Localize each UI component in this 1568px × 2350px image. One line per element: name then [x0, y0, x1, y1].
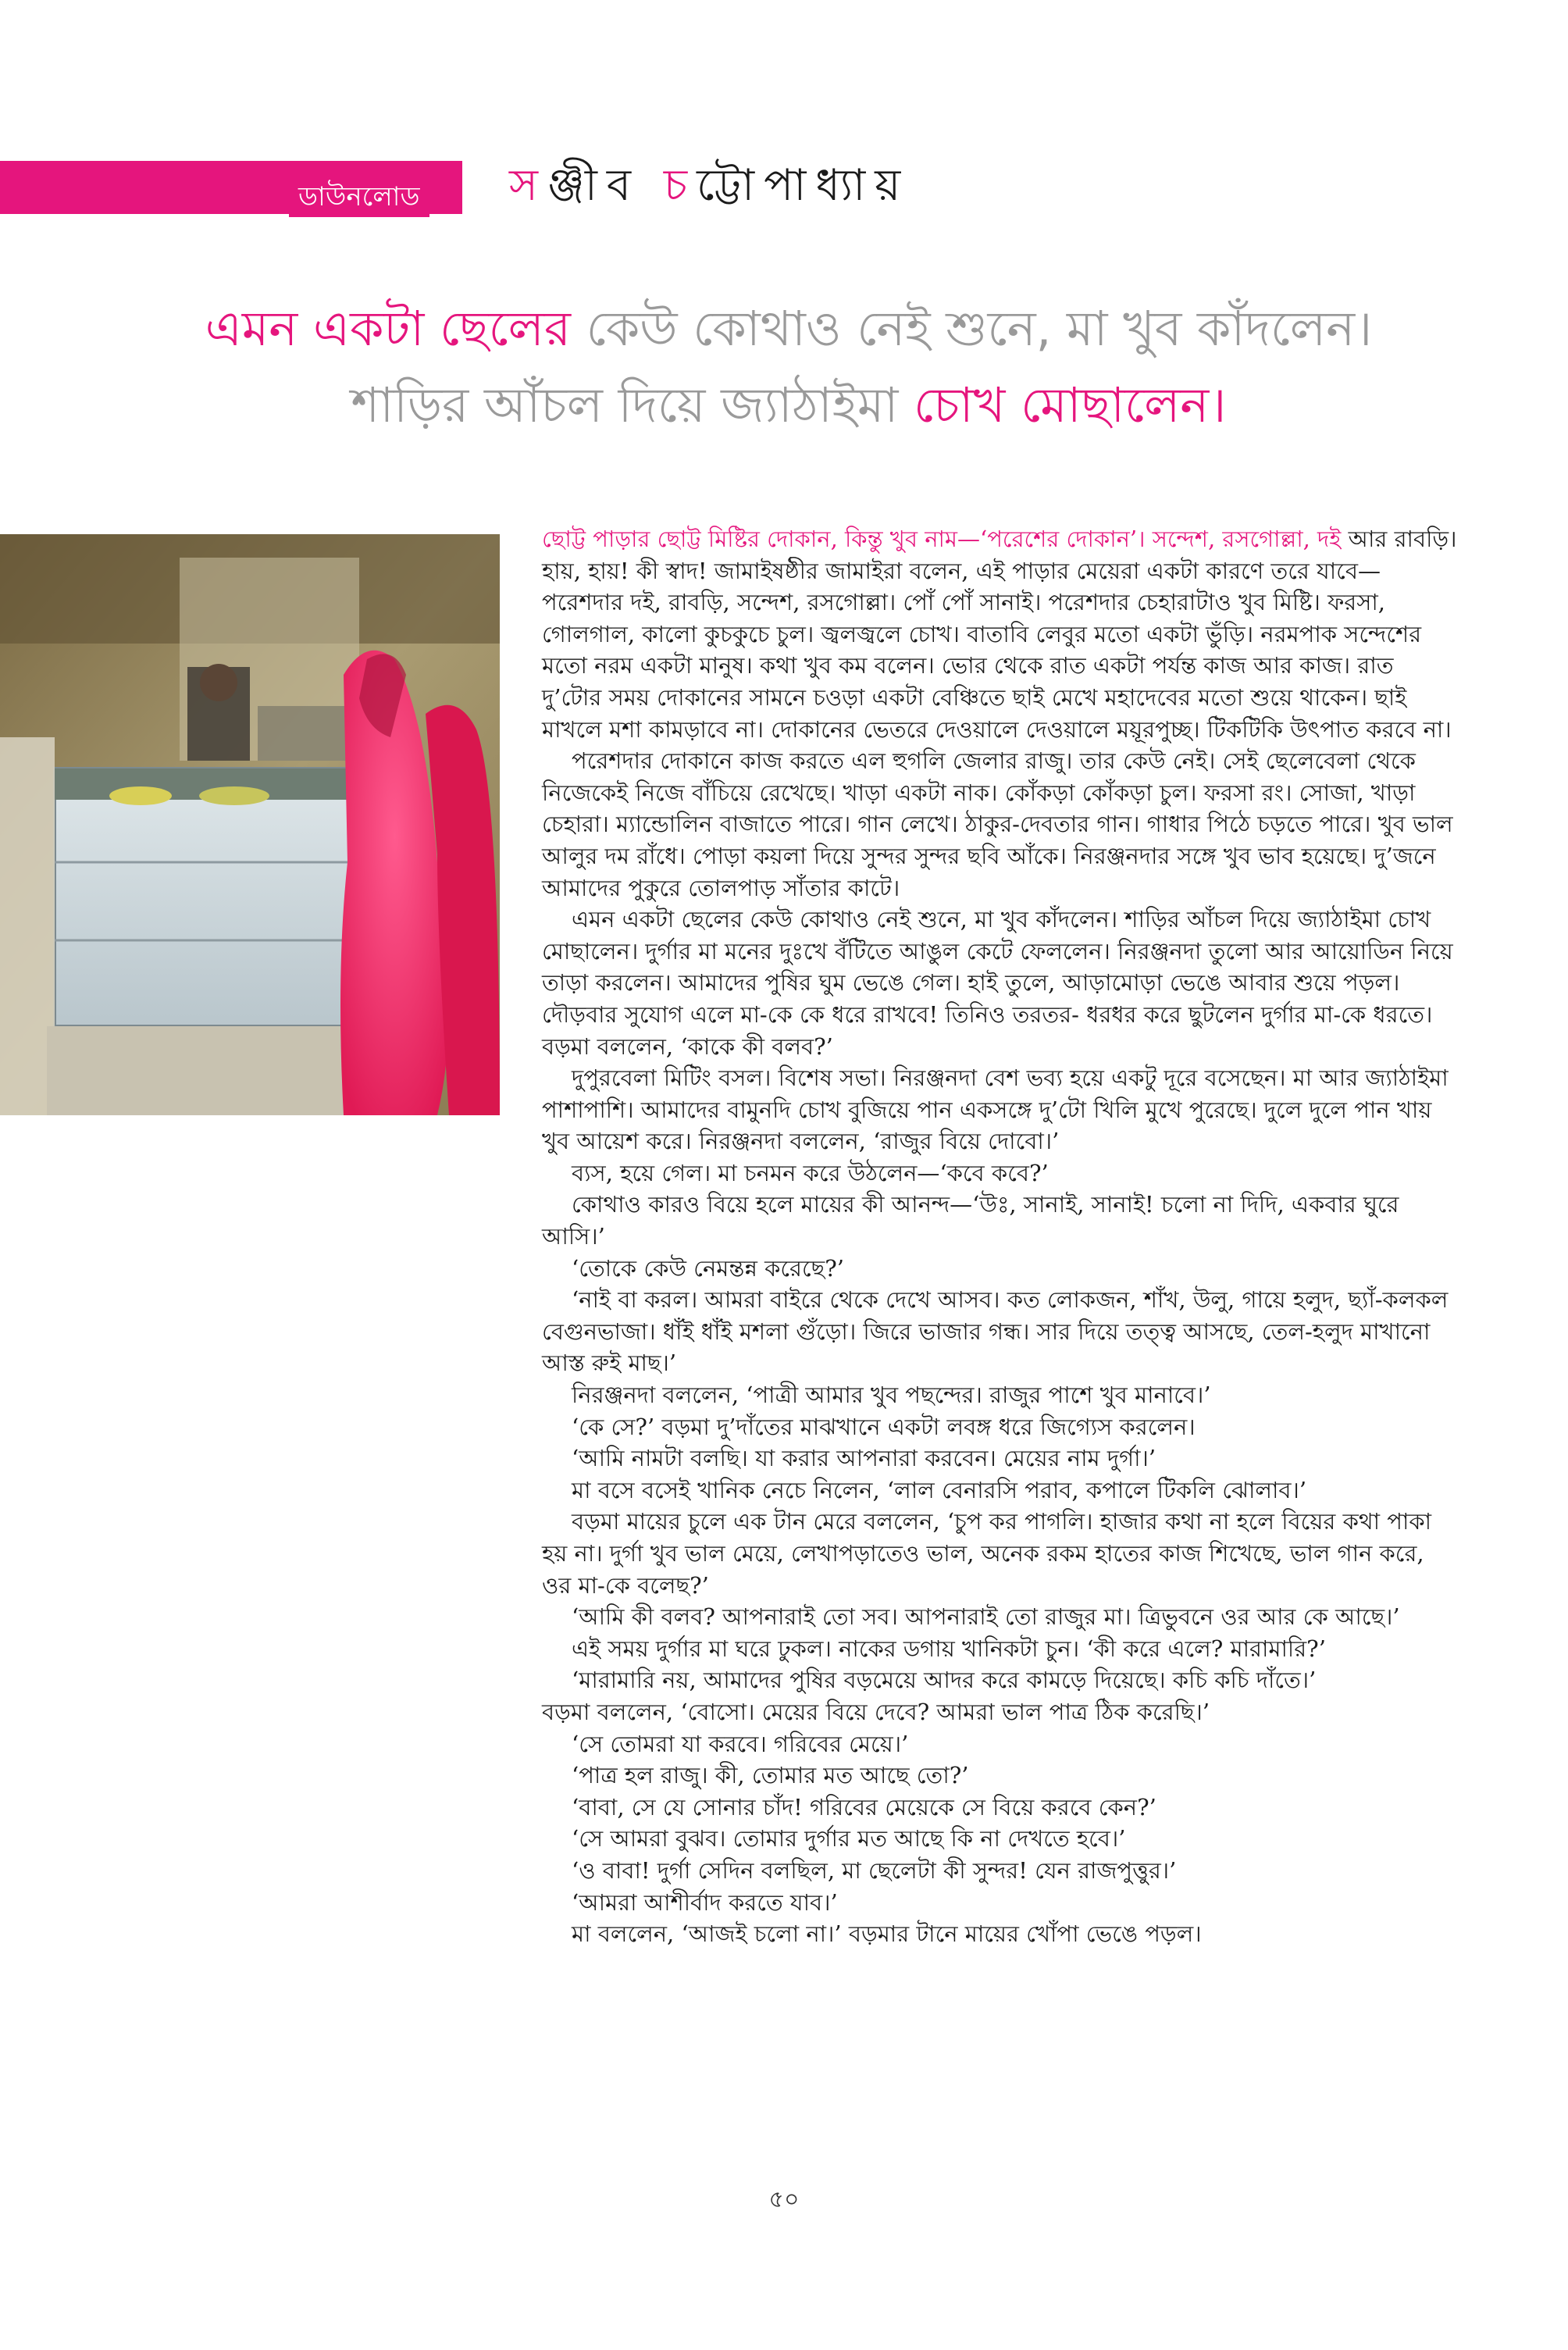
article-paragraph: ‘মারামারি নয়, আমাদের পুষির বড়মেয়ে আদর করে কামড়ে দিয়েছে। কচি কচি দাঁতে।’	[572, 1667, 1317, 1694]
article-lead-text: আর রাবড়ি। হায়, হায়! কী স্বাদ! জামাইষষ্ঠীর জামাইরা বলেন, এই পাড়ার মেয়েরা একটা কারণে তরে যাবে—পরেশদার দই, রাবড়ি, সন্দেশ, রসগোল্লা। পোঁ পোঁ সানাই। পরেশদার চেহারাটাও খুব মিষ্টি। ফরসা, গোলগাল, কালো কুচকুচে চুল। জ্বলজ্বলে চোখ। বাতাবি লেবুর মতো একটা ভুঁড়ি। নরমপাক সন্দেশের মতো নরম একটা মানুষ। কথা খুব কম বলেন। ভোর থেকে রাত একটা পর্যন্ত কাজ আর কাজ। রাত দু’টোর সময় দোকানের সামনে চওড়া একটা বেঞ্চিতে ছাই মেখে মহাদেবের মতো শুয়ে থাকেন। ছাই মাখলে মশা কামড়াবে না। দোকানের ভেতরে দেওয়ালে দেওয়ালে ময়ূরপুচ্ছ। টিকটিকি উৎপাত করবে না।	[542, 526, 1457, 743]
article-paragraph: ‘আমি নামটা বলছি। যা করার আপনারা করবেন। মেয়ের নাম দুর্গা।’	[572, 1445, 1156, 1472]
pull-quote-highlight-2: চোখ মোছালেন।	[914, 376, 1227, 433]
author-last-initial: চ	[663, 160, 697, 211]
pull-quote	[156, 291, 1421, 444]
article-paragraph: ‘ও বাবা! দুর্গা সেদিন বলছিল, মা ছেলেটা কী সুন্দর! যেন রাজপুত্তুর।’	[572, 1856, 1177, 1884]
article-paragraph: নিরঞ্জনদা বললেন, ‘পাত্রী আমার খুব পছন্দের। রাজুর পাশে খুব মানাবে।’	[572, 1382, 1211, 1409]
article-body	[542, 523, 1460, 1950]
article-paragraph: বড়মা বললেন, ‘বোসো। মেয়ের বিয়ে দেবে? আমরা ভাল পাত্র ঠিক করেছি।’	[542, 1698, 1210, 1725]
page-number: ৫০	[768, 2186, 800, 2213]
article-paragraph: এমন একটা ছেলের কেউ কোথাও নেই শুনে, মা খুব কাঁদলেন। শাড়ির আঁচল দিয়ে জ্যাঠাইমা চোখ মোছালেন। দুর্গার মা মনের দুঃখে বঁটিতে আঙুল কেটে ফেললেন। নিরঞ্জনদা তুলো আর আয়োডিন নিয়ে তাড়া করলেন। আমাদের পুষির ঘুম ভেঙে গেল। হাই তুলে, আড়ামোড়া ভেঙে আবার শুয়ে পড়ল। দৌড়বার সুযোগ এলে মা-কে কে ধরে রাখবে! তিনিও তরতর- ধরধর করে ছুটলেন দুর্গার মা-কে ধরতে। বড়মা বললেন, ‘কাকে কী বলব?’	[542, 906, 1453, 1060]
pull-quote-text: কেউ কোথাও নেই শুনে, মা খুব কাঁদলেন। শাড়ির আঁচল দিয়ে জ্যাঠাইমা	[351, 300, 1373, 433]
article-paragraph: ‘বাবা, সে যে সোনার চাঁদ! গরিবের মেয়েকে সে বিয়ে করবে কেন?’	[572, 1793, 1156, 1820]
article-paragraph: ‘কে সে?’ বড়মা দু’দাঁতের মাঝখানে একটা লবঙ্গ ধরে জিগ্যেস করলেন।	[572, 1413, 1196, 1440]
article-paragraph: ‘আমরা আশীর্বাদ করতে যাব।’	[572, 1888, 838, 1916]
article-paragraph: মা বসে বসেই খানিক নেচে নিলেন, ‘লাল বেনারসি পরাব, কপালে টিকলি ঝোলাব।’	[572, 1476, 1307, 1503]
article-paragraph: ‘তোকে কেউ নেমন্তন্ন করেছে?’	[572, 1254, 844, 1282]
pull-quote-highlight-1: এমন একটা ছেলের	[205, 300, 571, 357]
article-paragraph: ব্যস, হয়ে গেল। মা চনমন করে উঠলেন—‘কবে কবে?’	[572, 1159, 1049, 1186]
article-paragraph: ‘পাত্র হল রাজু। কী, তোমার মত আছে তো?’	[572, 1762, 969, 1789]
article-paragraph: ‘সে আমরা বুঝব। তোমার দুর্গার মত আছে কি না দেখতে হবে।’	[572, 1825, 1126, 1853]
author-first-initial: স	[509, 160, 547, 211]
article-paragraph: বড়মা মায়ের চুলে এক টান মেরে বললেন, ‘চুপ কর পাগলি। হাজার কথা না হলে বিয়ের কথা পাকা হয় না। দুর্গা খুব ভাল মেয়ে, লেখাপড়াতেও ভাল, অনেক রকম হাতের কাজ শিখেছে, ভাল গান করে, ওর মা-কে বলেছ?’	[542, 1508, 1432, 1599]
article-paragraph: ‘সে তোমরা যা করবে। গরিবের মেয়ে।’	[572, 1730, 909, 1757]
article-paragraph: ‘আমি কী বলব? আপনারাই তো সব। আপনারাই তো রাজুর মা। ত্রিভুবনে ওর আর কে আছে।’	[572, 1603, 1400, 1631]
author-name	[509, 153, 910, 219]
article-lead-highlight: ছোট্ট পাড়ার ছোট্ট মিষ্টির দোকান, কিন্তু খুব নাম—‘পরেশের দোকান’। সন্দেশ, রসগোল্লা, দই	[542, 526, 1342, 552]
sweet-shop-photo	[0, 534, 500, 1115]
article-lead-paragraph	[542, 523, 1460, 745]
article-paragraph: মা বললেন, ‘আজই চলো না।’ বড়মার টানে মায়ের খোঁপা ভেঙে পড়ল।	[572, 1920, 1202, 1948]
author-first-rest: ঞ্জীব	[547, 160, 641, 211]
article-paragraph: কোথাও কারও বিয়ে হলে মায়ের কী আনন্দ—‘উঃ, সানাই, সানাই! চলো না দিদি, একবার ঘুরে আসি।’	[542, 1191, 1399, 1250]
author-last-rest: ট্টোপাধ্যায়	[697, 160, 911, 211]
article-paragraph: দুপুরবেলা মিটিং বসল। বিশেষ সভা। নিরঞ্জনদা বেশ ভব্য হয়ে একটু দূরে বসেছেন। মা আর জ্যাঠাইমা পাশাপাশি। আমাদের বামুনদি চোখ বুজিয়ে পান একসঙ্গে দু’টো খিলি মুখে পুরেছে। দুলে দুলে পান খায় খুব আয়েশ করে। নিরঞ্জনদা বললেন, ‘রাজুর বিয়ে দোবো।’	[542, 1064, 1449, 1155]
article-paragraph: এই সময় দুর্গার মা ঘরে ঢুকল। নাকের ডগায় খানিকটা চুন। ‘কী করে এলে? মারামারি?’	[572, 1635, 1326, 1662]
article-paragraph: ‘নাই বা করল। আমরা বাইরে থেকে দেখে আসব। কত লোকজন, শাঁখ, উলু, গায়ে হলুদ, ছ্যাঁ-কলকল বেগুনভাজা। ধাঁই ধাঁই মশলা গুঁড়ো। জিরে ভাজার গন্ধ। সার দিয়ে তত্ত্ব আসছে, তেল-হলুদ মাখানো আস্ত রুই মাছ।’	[542, 1286, 1449, 1377]
section-label: ডাউনলোড	[289, 177, 429, 217]
article-paragraph: পরেশদার দোকানে কাজ করতে এল হুগলি জেলার রাজু। তার কেউ নেই। সেই ছেলেবেলা থেকে নিজেকেই নিজে বাঁচিয়ে রেখেছে। খাড়া একটা নাক। কোঁকড়া কোঁকড়া চুল। ফরসা রং। সোজা, খাড়া চেহারা। ম্যান্ডোলিন বাজাতে পারে। গান লেখে। ঠাকুর-দেবতার গান। গাধার পিঠে চড়তে পারে। খুব ভাল আলুর দম রাঁধে। পোড়া কয়লা দিয়ে সুন্দর সুন্দর ছবি আঁকে। নিরঞ্জনদার সঙ্গে খুব ভাব হয়েছে। দু’জনে আমাদের পুকুরে তোলপাড় সাঁতার কাটে।	[542, 747, 1453, 901]
